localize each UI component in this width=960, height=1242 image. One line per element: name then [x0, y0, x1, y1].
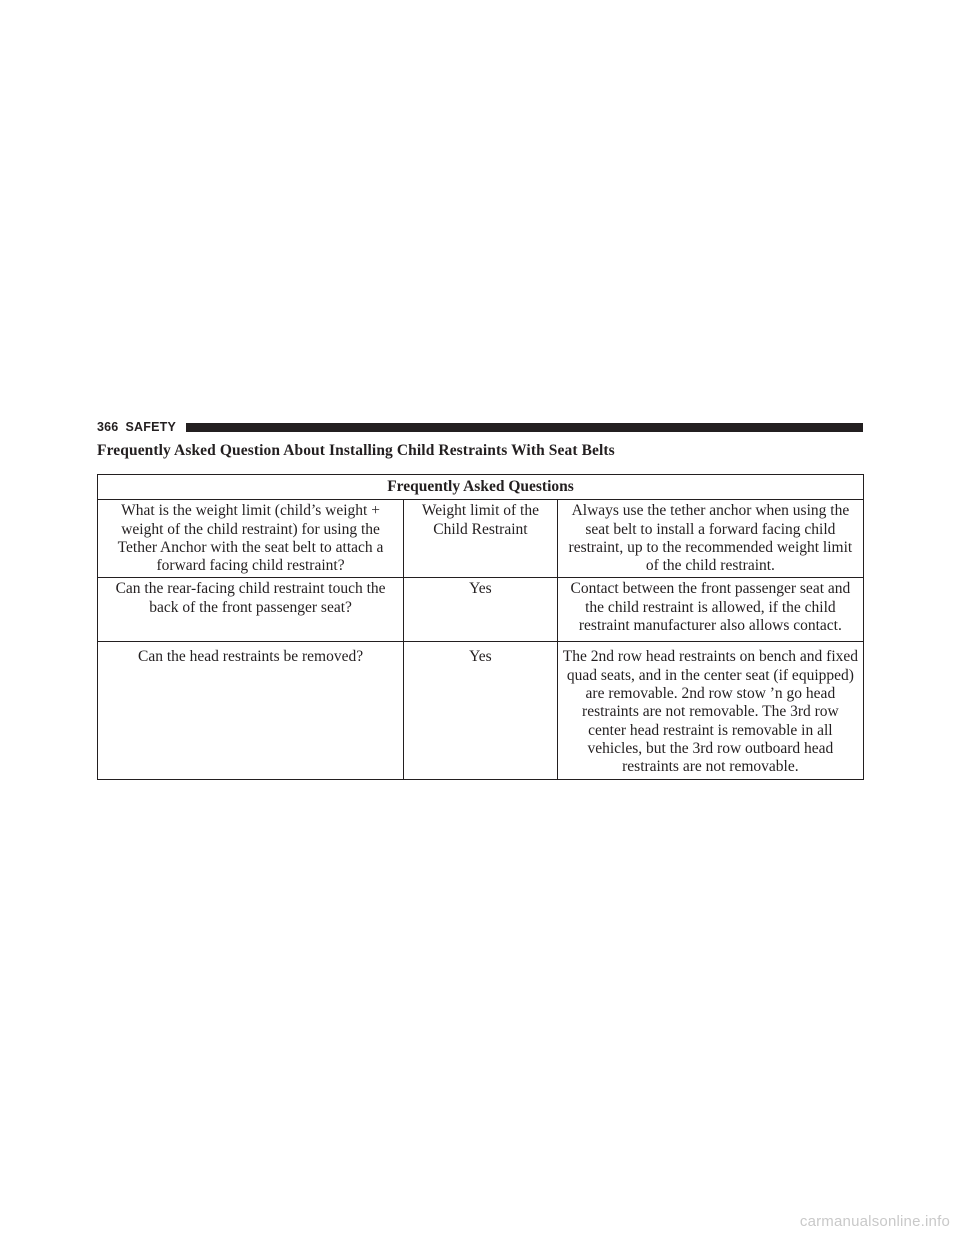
question-cell: Can the rear-facing child restraint touch the back of the front passenger seat? [98, 578, 404, 642]
table-row [98, 500, 864, 578]
page-header [97, 420, 863, 434]
short-answer-cell: Weight limit of the Child Restraint [404, 500, 558, 578]
table-caption: Frequently Asked Questions [98, 475, 864, 500]
header-rule [186, 423, 863, 432]
table-header-row [98, 475, 864, 500]
question-cell: What is the weight limit (child’s weight + weight of the child restraint) for using the Tether Anchor with the seat belt to attach a forward facing child restraint? [98, 500, 404, 578]
section-name: SAFETY [125, 420, 176, 434]
short-answer-cell: Yes [404, 578, 558, 642]
page-number: 366 [97, 420, 119, 434]
comment-cell: The 2nd row head restraints on bench and fixed quad seats, and in the center seat (if equipped) are removable. 2nd row stow ’n go head restraints are not removable. The 3rd row center head restraint is removable in all vehicles, but the 3rd row outboard head restraints are not removable. [557, 642, 863, 780]
comment-cell: Always use the tether anchor when using the seat belt to install a forward facing child restraint, up to the recommended weight limit of the child restraint. [557, 500, 863, 578]
short-answer-cell: Yes [404, 642, 558, 780]
comment-cell: Contact between the front passenger seat and the child restraint is allowed, if the child restraint manufacturer also allows contact. [557, 578, 863, 642]
table-row [98, 578, 864, 642]
watermark: carmanualsonline.info [799, 1213, 950, 1230]
section-title: Frequently Asked Question About Installing Child Restraints With Seat Belts [97, 442, 615, 459]
faq-table [97, 474, 864, 780]
table-row [98, 642, 864, 780]
question-cell: Can the head restraints be removed? [98, 642, 404, 780]
